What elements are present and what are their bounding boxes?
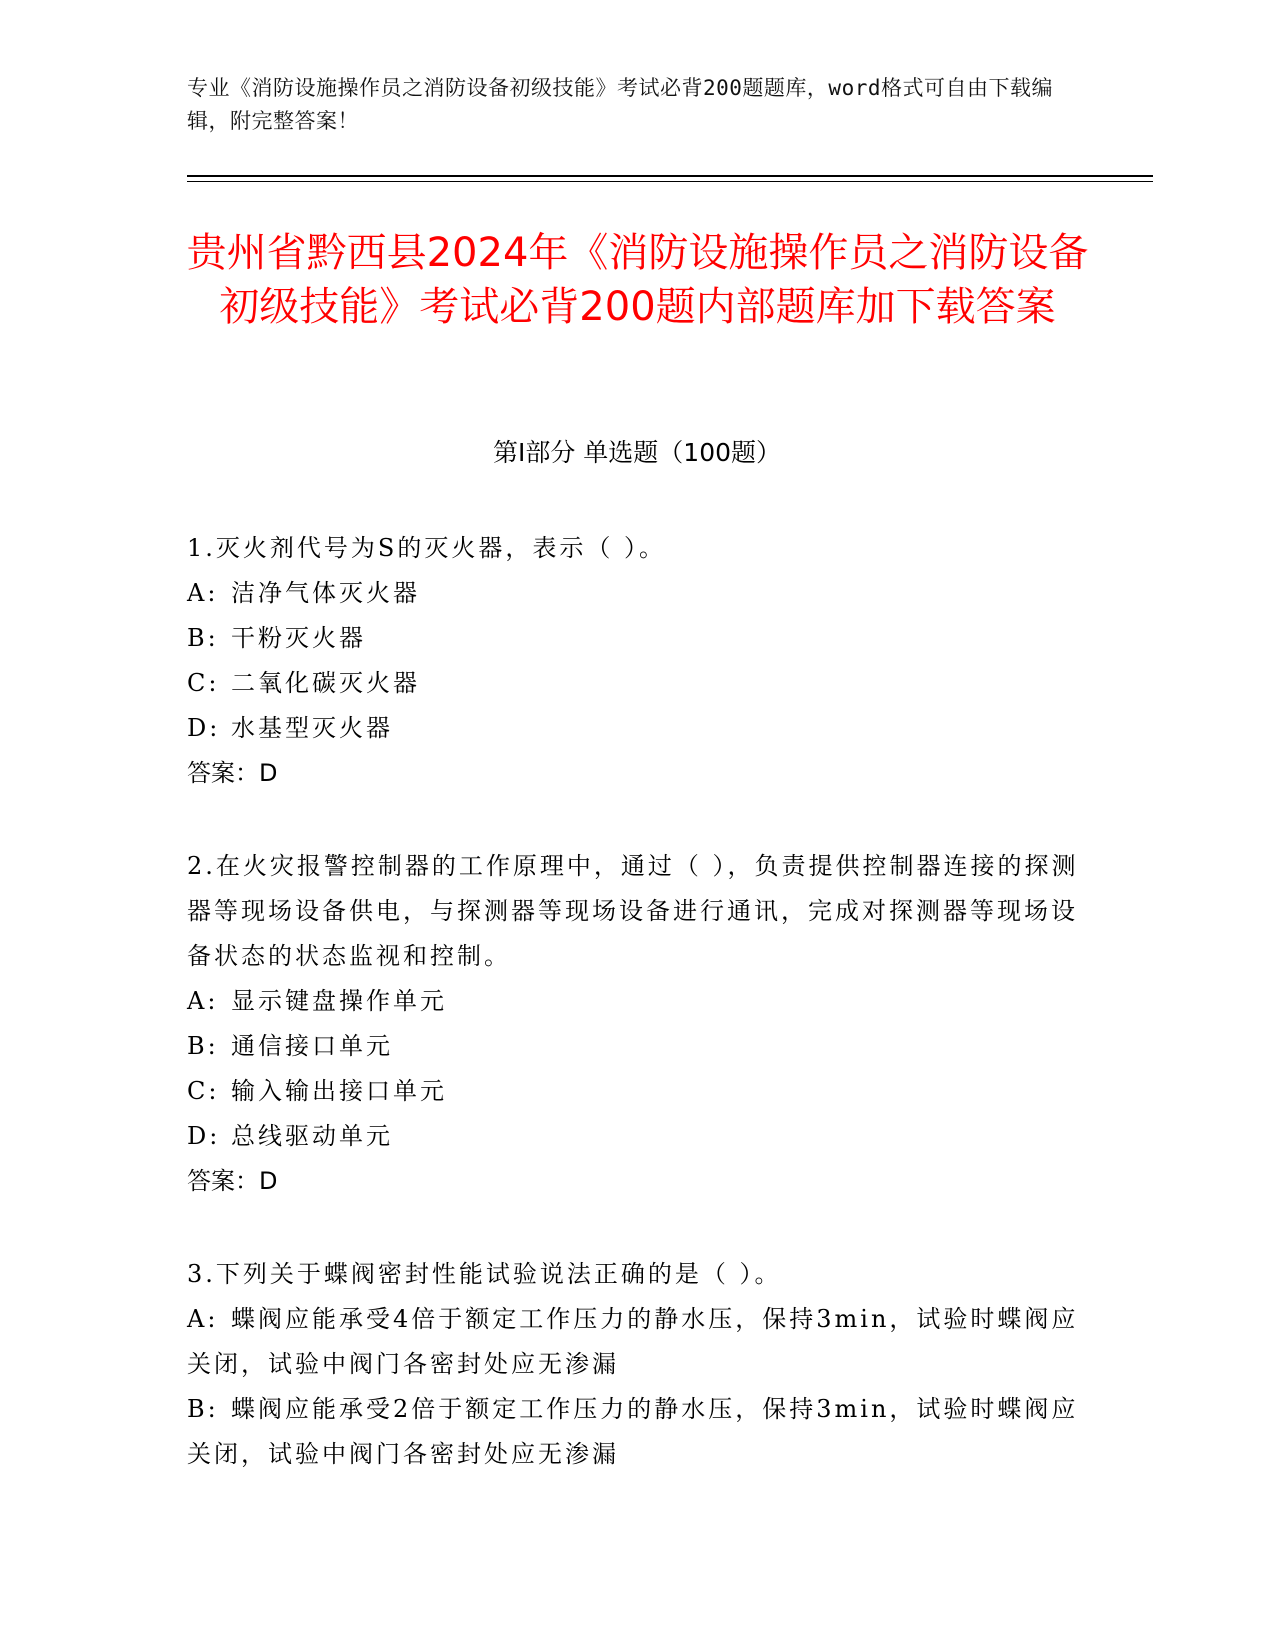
option-d [187,1114,1087,1159]
answer-value: D [259,1167,278,1195]
option-b [187,616,1087,661]
option-a [187,979,1087,1024]
option-a [187,571,1087,616]
option-letter: C: [187,1077,220,1105]
option-c [187,1069,1087,1114]
question-stem: 3.下列关于蝶阀密封性能试验说法正确的是（ ）。 [187,1260,782,1288]
answer-label: 答案： [187,1167,259,1195]
option-letter: A: [187,987,219,1015]
option-text: 蝶阀应能承受2倍于额定工作压力的静水压，保持3min，试验时蝶阀应关闭，试验中阀门各密封处应无渗漏 [187,1395,1079,1468]
option-text: 总线驱动单元 [231,1122,393,1150]
option-d [187,706,1087,751]
answer-label: 答案： [187,759,259,787]
option-b [187,1387,1087,1477]
section-title: 第I部分 单选题（100题） [492,438,782,467]
answer-line [187,1159,1087,1204]
header-note: 专业《消防设施操作员之消防设备初级技能》考试必背200题题库，word格式可自由下载编辑，附完整答案！ [187,76,1053,133]
option-text: 显示键盘操作单元 [231,987,447,1015]
option-a [187,1297,1087,1387]
option-letter: B: [187,624,219,652]
question-2 [187,844,1087,1204]
option-text: 水基型灭火器 [231,714,393,742]
option-letter: B: [187,1032,219,1060]
option-text: 二氧化碳灭火器 [231,669,420,697]
answer-value: D [259,759,278,787]
header-rule-thin [187,181,1153,182]
option-letter: A: [187,1305,219,1333]
option-text: 洁净气体灭火器 [231,579,420,607]
option-letter: C: [187,669,220,697]
option-text: 输入输出接口单元 [231,1077,447,1105]
header-rule-thick [187,175,1153,177]
question-stem: 2.在火灾报警控制器的工作原理中，通过（ ），负责提供控制器连接的探测器等现场设备供电，与探测器等现场设备进行通讯，完成对探测器等现场设备状态的状态监视和控制。 [187,852,1079,970]
question-3 [187,1252,1087,1477]
question-1 [187,526,1087,796]
question-list [187,526,1087,1525]
document-title: 贵州省黔西县2024年《消防设施操作员之消防设备初级技能》考试必背200题内部题库加下载答案 [186,230,1089,330]
option-c [187,661,1087,706]
option-text: 蝶阀应能承受4倍于额定工作压力的静水压，保持3min，试验时蝶阀应关闭，试验中阀门各密封处应无渗漏 [187,1305,1079,1378]
option-letter: D: [187,714,221,742]
option-text: 通信接口单元 [231,1032,393,1060]
option-letter: D: [187,1122,221,1150]
option-text: 干粉灭火器 [231,624,366,652]
question-stem: 1.灭火剂代号为S的灭火器，表示（ ）。 [187,534,666,562]
option-letter: A: [187,579,219,607]
answer-line [187,751,1087,796]
option-letter: B: [187,1395,219,1423]
option-b [187,1024,1087,1069]
